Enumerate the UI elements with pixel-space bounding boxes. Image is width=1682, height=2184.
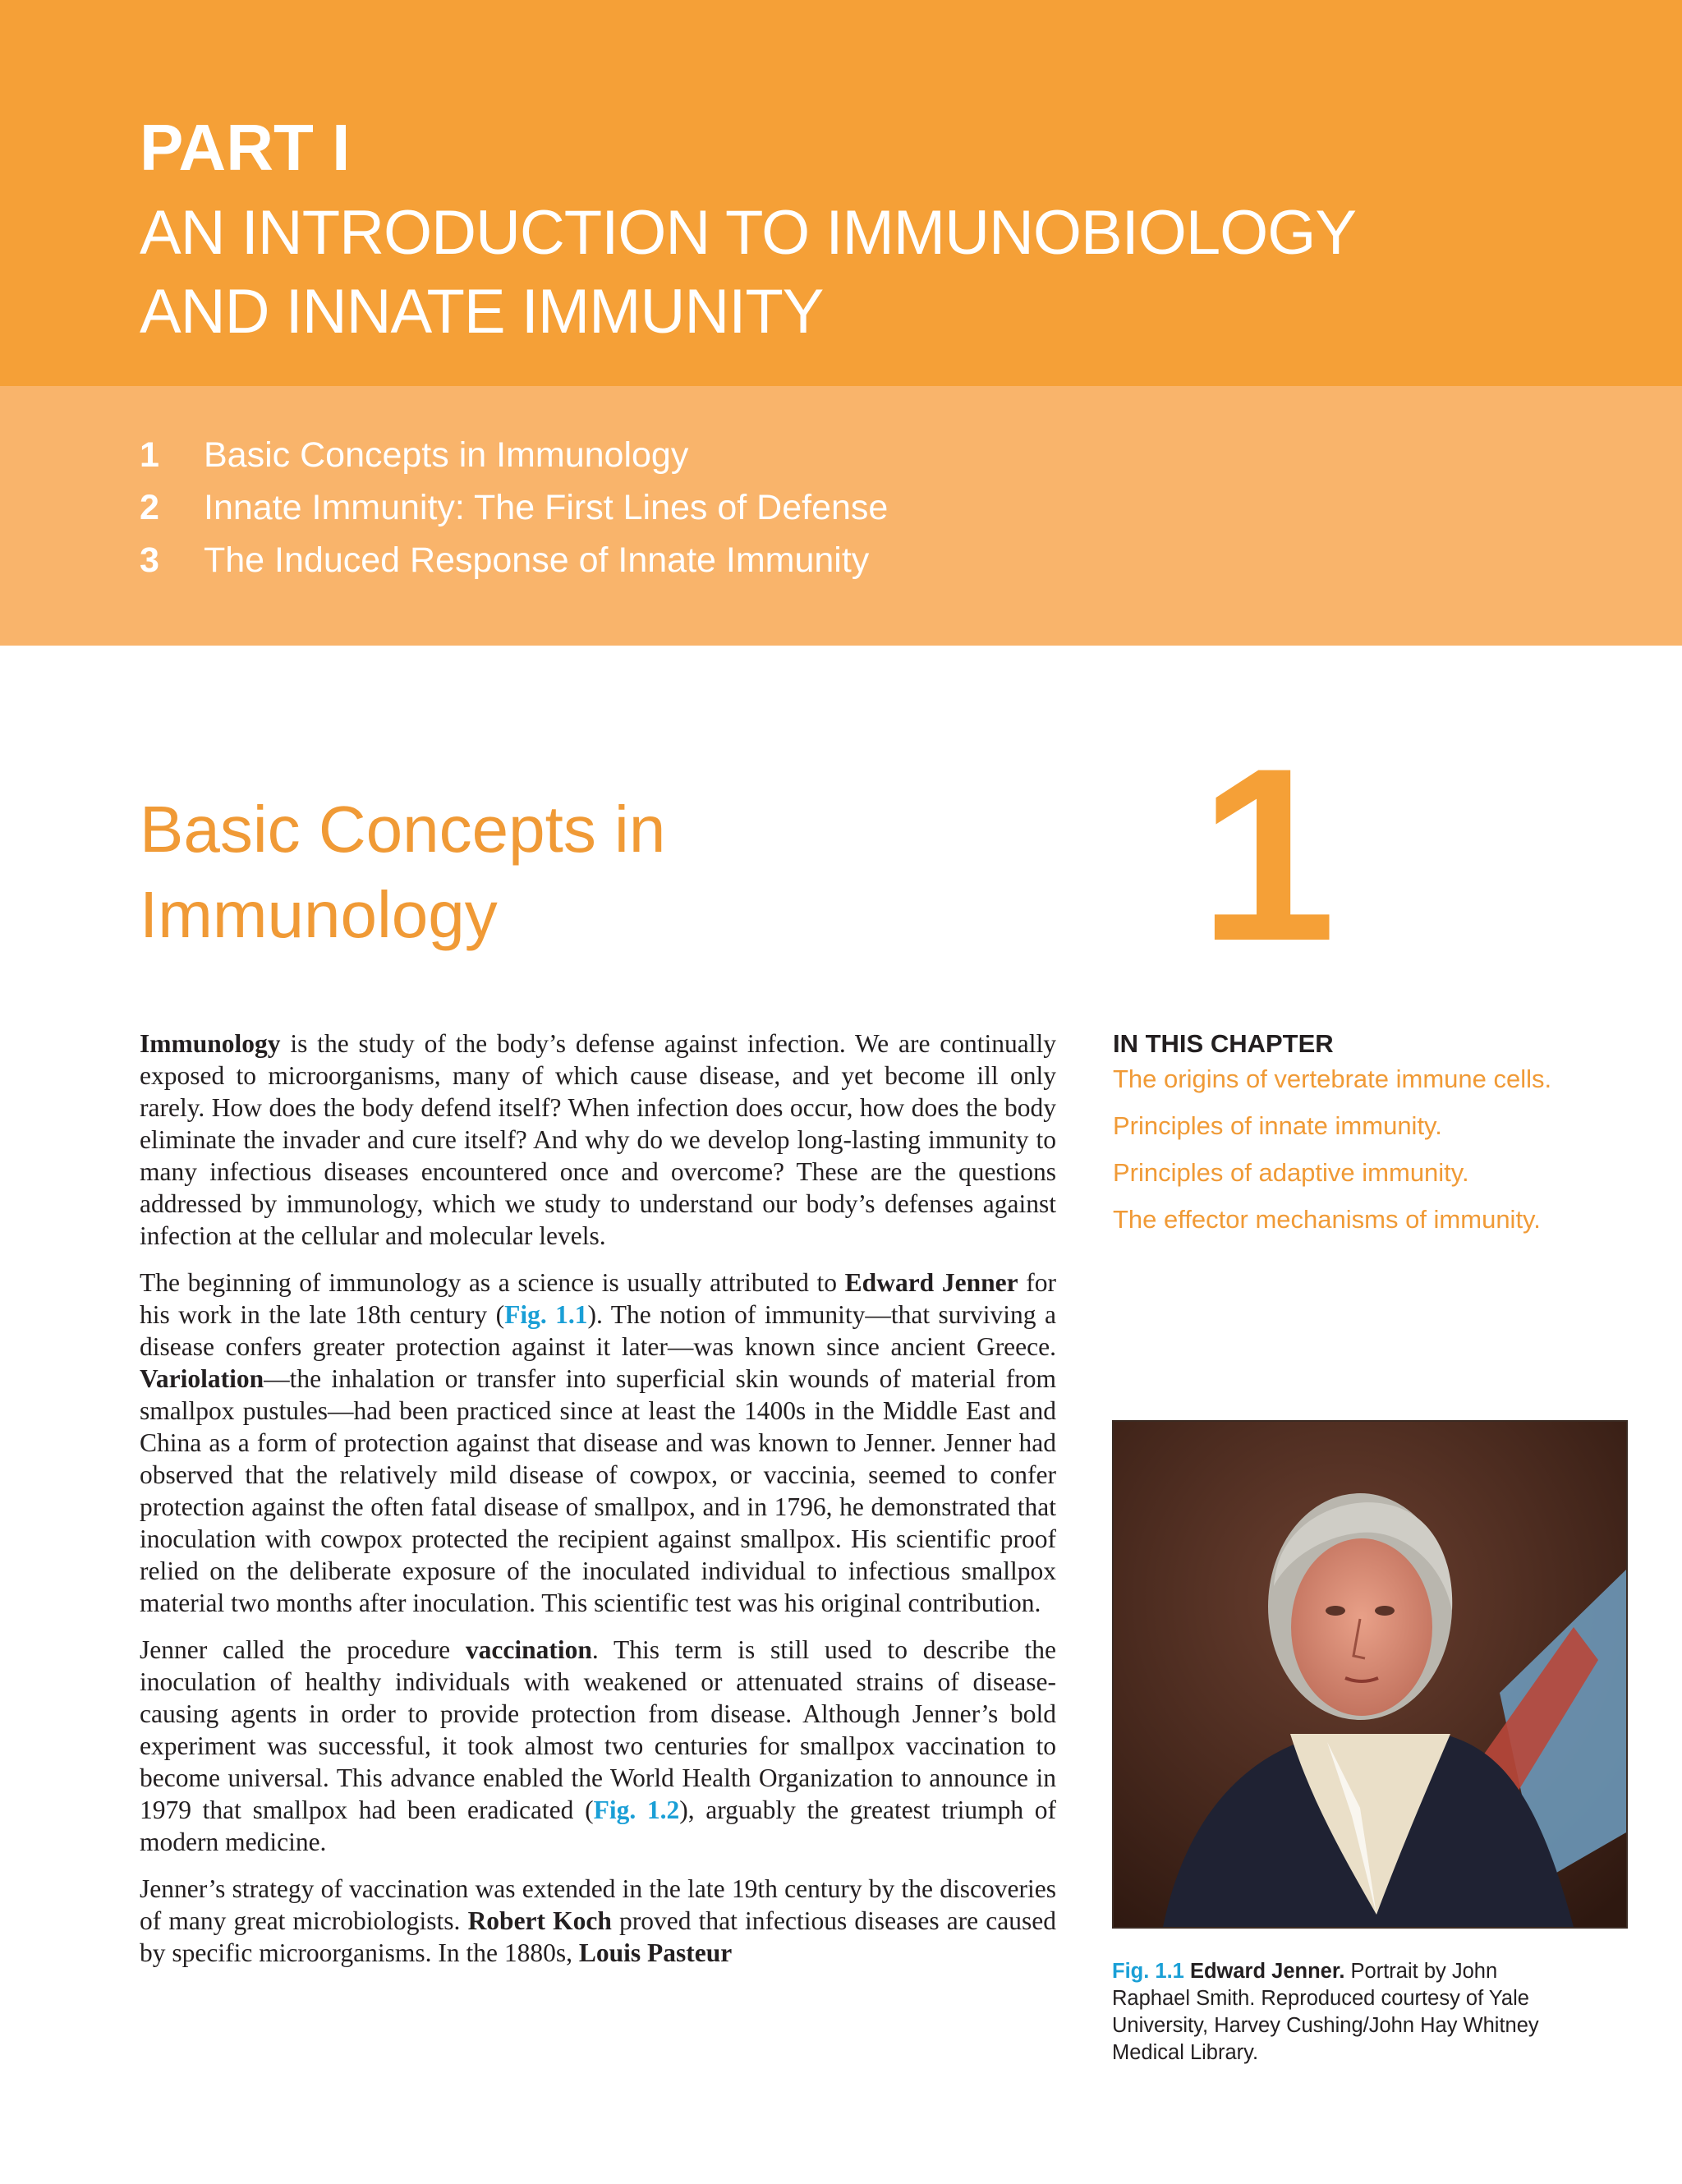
paragraph-text: proved that infectious diseases are caused by specific microorganisms. In the 1880s, — [140, 1906, 1056, 1967]
sidebar-item[interactable]: The origins of vertebrate immune cells. — [1113, 1064, 1552, 1093]
part-title-line-2: AND INNATE IMMUNITY — [140, 277, 824, 347]
sidebar-item[interactable]: Principles of innate immunity. — [1113, 1111, 1442, 1140]
figure-name: Edward Jenner. — [1189, 1960, 1345, 1983]
sidebar-heading: IN THIS CHAPTER — [1113, 1029, 1334, 1058]
key-term: vaccination — [465, 1635, 592, 1664]
figure-label: Fig. 1.1 — [1112, 1960, 1184, 1983]
paragraph-text: ). The notion of immunity—that surviving a disease confers greater protection against it later—was known since ancient Greece. — [140, 1300, 1056, 1361]
chapter-title — [140, 787, 1043, 958]
paragraph-text: is the study of the body’s defense against infection. We are continually exposed to microorganisms, many of which cause disease, and yet become ill only rarely. How does the body defend itself? When infection does occur, how does the body eliminate the invader and cure itself? And why do we develop long-lasting immunity to many infectious diseases encountered once and overcome? These are the questions addressed by immunology, which we study to understand our body’s defenses against infection at the cellular and molecular levels. — [140, 1029, 1056, 1250]
chapter-list-number: 3 — [140, 540, 159, 580]
chapter-list-item — [140, 481, 888, 534]
key-term: Louis Pasteur — [578, 1938, 733, 1967]
chapter-list-title: The Induced Response of Innate Immunity — [204, 540, 870, 580]
key-term: Variolation — [140, 1364, 264, 1393]
paragraph-text: Jenner called the procedure — [140, 1635, 466, 1664]
sidebar-item[interactable]: The effector mechanisms of immunity. — [1113, 1205, 1541, 1234]
part-label: PART I — [140, 111, 351, 184]
portrait-illustration — [1114, 1422, 1626, 1927]
paragraph-text: for his work in the late 18th century ( — [140, 1268, 1057, 1329]
chapter-number: 1 — [1199, 716, 1328, 992]
paragraph-1 — [140, 1028, 1056, 1252]
figure-link[interactable]: Fig. 1.2 — [593, 1795, 680, 1824]
key-term: Robert Koch — [467, 1906, 612, 1935]
chapter-list-title: Innate Immunity: The First Lines of Defense — [204, 488, 889, 527]
in-this-chapter-sidebar — [1113, 1028, 1573, 1251]
body-text — [140, 1028, 1056, 1984]
sidebar-item[interactable]: Principles of adaptive immunity. — [1113, 1158, 1469, 1187]
chapter-list-title: Basic Concepts in Immunology — [204, 435, 689, 475]
chapter-list-item — [140, 429, 688, 481]
paragraph-3 — [140, 1634, 1056, 1858]
figure-link[interactable]: Fig. 1.1 — [504, 1300, 588, 1329]
figure-caption — [1112, 1958, 1572, 2067]
edward-jenner-portrait — [1112, 1420, 1628, 1929]
chapter-list-number: 1 — [140, 435, 159, 475]
chapter-title-line-2: Immunology — [140, 878, 498, 951]
paragraph-text: The beginning of immunology as a science is usually attributed to — [140, 1268, 845, 1297]
chapter-list-number: 2 — [140, 488, 159, 527]
chapter-list-item — [140, 534, 869, 586]
paragraph-text: . This term is still used to describe the inoculation of healthy individuals with weakened or attenuated strains of disease-causing agents in order to provide protection from disease. Although Jenner’s bold experiment was successful, it took almost two centuries for smallpox vaccination to become universal. This advance enabled the World Health Organization to announce in 1979 that smallpox had been eradicated ( — [140, 1635, 1056, 1824]
part-header — [0, 0, 1682, 386]
figure-caption-text: Portrait by John Raphael Smith. Reproduced courtesy of Yale University, Harvey Cushing/John Hay Whitney Medical Library. — [1112, 1960, 1539, 2064]
part-chapter-list — [0, 386, 1682, 646]
key-term: Immunology — [140, 1029, 281, 1058]
paragraph-2 — [140, 1267, 1056, 1619]
paragraph-4 — [140, 1873, 1056, 1969]
part-title — [140, 194, 1618, 352]
key-term: Edward Jenner — [844, 1268, 1018, 1297]
part-title-line-1: AN INTRODUCTION TO IMMUNOBIOLOGY — [140, 198, 1357, 268]
paragraph-text: —the inhalation or transfer into superficial skin wounds of material from smallpox pustules—had been practiced since at least the 1400s in the Middle East and China as a form of protection against that disease and was known to Jenner. Jenner had observed that the relatively mild disease of cowpox, or vaccinia, seemed to confer protection against the often fatal disease of smallpox, and in 1796, he demonstrated that inoculation with cowpox protected the recipient against smallpox. His scientific proof relied on the deliberate exposure of the inoculated individual to infectious smallpox material two months after inoculation. This scientific test was his original contribution. — [140, 1364, 1056, 1617]
paragraph-text: ), arguably the greatest triumph of modern medicine. — [140, 1795, 1057, 1856]
paragraph-text: Jenner’s strategy of vaccination was extended in the late 19th century by the discoveries of many great microbiologists. — [140, 1874, 1056, 1935]
chapter-title-line-1: Basic Concepts in — [140, 793, 666, 866]
